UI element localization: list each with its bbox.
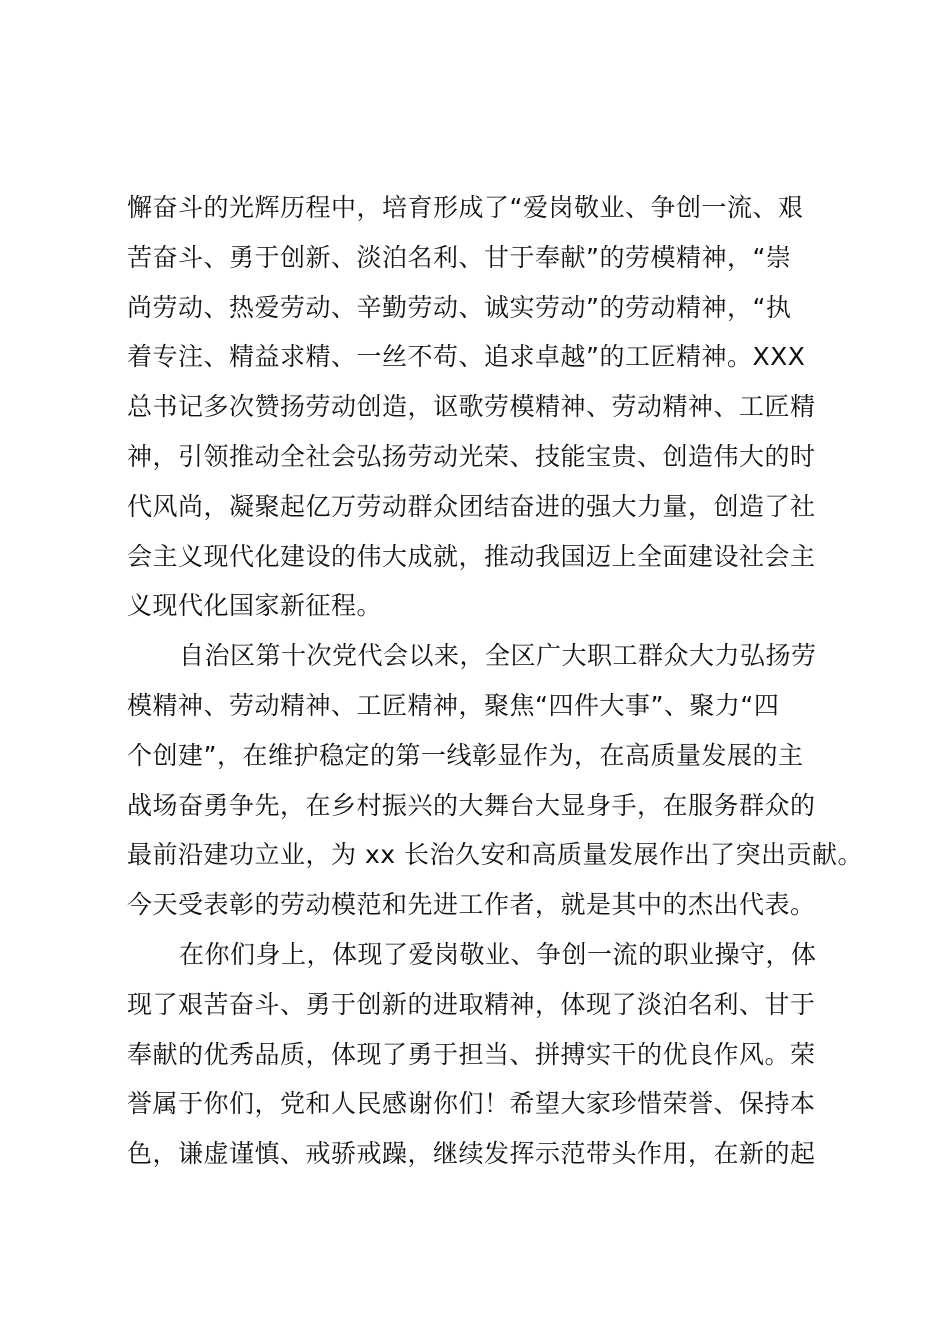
text-line: 今天受表彰的劳动模范和先进工作者，就是其中的杰出代表。: [127, 890, 816, 920]
text-line: 色，谦虚谨慎、戒骄戒躁，继续发挥示范带头作用，在新的起: [127, 1139, 816, 1169]
text-line: 义现代化国家新征程。: [127, 591, 383, 621]
text-line: 奉献的优秀品质，体现了勇于担当、拼搏实干的优良作风。荣: [127, 1039, 816, 1069]
text-line: 会主义现代化建设的伟大成就，推动我国迈上全面建设社会主: [127, 541, 816, 571]
text-line: 最前沿建功立业，为 xx 长治久安和高质量发展作出了突出贡献。: [127, 840, 863, 870]
text-line: 个创建”，在维护稳定的第一线彰显作为，在高质量发展的主: [127, 740, 804, 770]
text-line: 誉属于你们，党和人民感谢你们！希望大家珍惜荣誉、保持本: [127, 1089, 816, 1119]
text-line: 模精神、劳动精神、工匠精神，聚焦“四件大事”、聚力“四: [127, 690, 780, 720]
paragraph-1: [127, 183, 833, 631]
text-line: 尚劳动、热爱劳动、辛勤劳动、诚实劳动”的劳动精神，“执: [127, 292, 792, 322]
text-line: 现了艰苦奋斗、勇于创新的进取精神，体现了淡泊名利、甘于: [127, 989, 816, 1019]
text-line: 战场奋勇争先，在乡村振兴的大舞台大显身手，在服务群众的: [127, 790, 816, 820]
text-line: 苦奋斗、勇于创新、淡泊名利、甘于奉献”的劳模精神，“崇: [127, 242, 792, 272]
text-line: 总书记多次赞扬劳动创造，讴歌劳模精神、劳动精神、工匠精: [127, 392, 816, 422]
text-line: 懈奋斗的光辉历程中，培育形成了“爱岗敬业、争创一流、艰: [127, 193, 804, 222]
paragraph-3: [127, 930, 833, 1179]
text-line: 自治区第十次党代会以来，全区广大职工群众大力弘扬劳: [179, 641, 817, 671]
text-line: 在你们身上，体现了爱岗敬业、争创一流的职业操守，体: [179, 939, 817, 969]
text-line: 神，引领推动全社会弘扬劳动光荣、技能宝贵、创造伟大的时: [127, 441, 816, 471]
document-body: [127, 183, 863, 1179]
text-line: 着专注、精益求精、一丝不苟、追求卓越”的工匠精神。XXX: [127, 342, 806, 372]
paragraph-2: [127, 631, 863, 930]
text-line: 代风尚，凝聚起亿万劳动群众团结奋进的强大力量，创造了社: [127, 491, 816, 521]
